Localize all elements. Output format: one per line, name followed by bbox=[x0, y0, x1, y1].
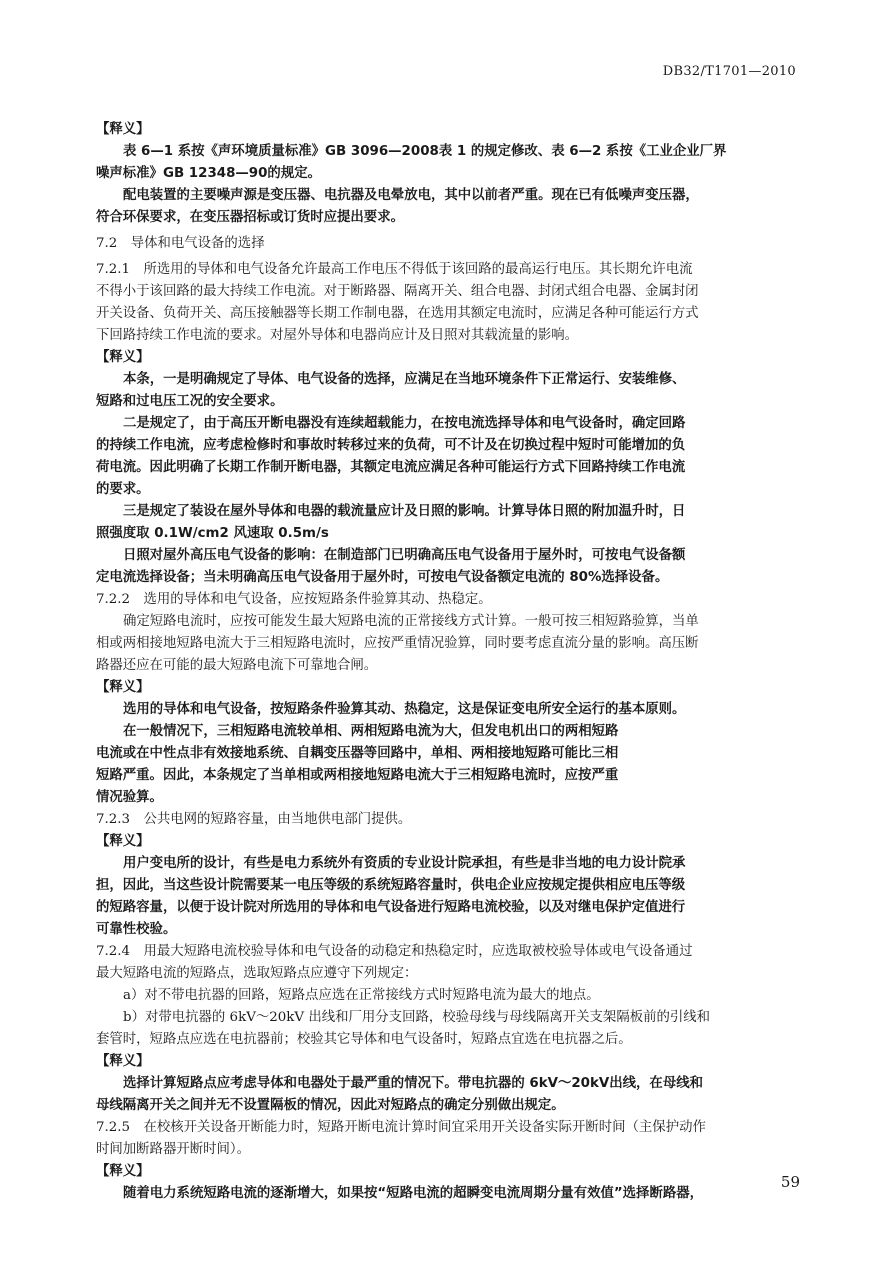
text-line: 短路和过电压工况的安全要求。 bbox=[96, 394, 284, 409]
text-line: 本条，一是明确规定了导体、电气设备的选择，应满足在当地环境条件下正常运行、安装维修、 bbox=[123, 372, 686, 387]
text-line: 照强度取 0.1W/cm2 风速取 0.5m/s bbox=[96, 526, 329, 541]
page-number: 59 bbox=[780, 1173, 800, 1191]
annotation-label: 【释义】 bbox=[96, 834, 150, 849]
text-line: 开关设备、负荷开关、高压接触器等长期工作制电器，在选用其额定电流时，应满足各种可能运行方式 bbox=[96, 306, 699, 321]
text-line: 三是规定了装设在屋外导体和电器的载流量应计及日照的影响。计算导体日照的附加温升时，日 bbox=[123, 504, 686, 519]
text-line: 噪声标准》GB 12348—90的规定。 bbox=[96, 166, 321, 181]
text-line: 表 6—1 系按《声环境质量标准》GB 3096—2008表 1 的规定修改、表 6—2 系按《工业企业厂界 bbox=[123, 144, 727, 159]
text-line: 确定短路电流时，应按可能发生最大短路电流的正常接线方式计算。一般可按三相短路验算，当单 bbox=[123, 614, 699, 629]
text-line: 最大短路电流的短路点，选取短路点应遵守下列规定： bbox=[96, 966, 418, 981]
text-line: 7.2.2 选用的导体和电气设备，应按短路条件验算其动、热稳定。 bbox=[96, 592, 492, 607]
text-line: b）对带电抗器的 6kV～20kV 出线和厂用分支回路，校验母线与母线隔离开关支架隔板前的引线和 bbox=[123, 1010, 711, 1025]
annotation-label: 【释义】 bbox=[96, 350, 150, 365]
text-line: 情况验算。 bbox=[96, 790, 163, 805]
text-line: 的短路容量，以便于设计院对所选用的导体和电气设备进行短路电流校验，以及对继电保护定值进行 bbox=[96, 900, 686, 915]
text-line: 下回路持续工作电流的要求。对屋外导体和电器尚应计及日照对其载流量的影响。 bbox=[96, 328, 579, 343]
text-line: 套管时，短路点应选在电抗器前；校验其它导体和电气设备时，短路点宜选在电抗器之后。 bbox=[96, 1032, 632, 1047]
text-line: 定电流选择设备；当未明确高压电气设备用于屋外时，可按电气设备额定电流的 80%选择设备。 bbox=[96, 570, 669, 585]
text-line: 选用的导体和电气设备，按短路条件验算其动、热稳定，这是保证变电所安全运行的基本原则。 bbox=[123, 702, 686, 717]
annotation-label: 【释义】 bbox=[96, 1164, 150, 1179]
annotation-label: 【释义】 bbox=[96, 122, 150, 137]
text-line: 电流或在中性点非有效接地系统、自耦变压器等回路中，单相、两相接地短路可能比三相 bbox=[96, 746, 619, 761]
text-line: 路器还应在可能的最大短路电流下可靠地合闸。 bbox=[96, 658, 378, 673]
text-line: 的要求。 bbox=[96, 482, 150, 497]
text-line: 7.2.1 所选用的导体和电气设备允许最高工作电压不得低于该回路的最高运行电压。其长期允许电流 bbox=[96, 262, 693, 277]
text-line: 不得小于该回路的最大持续工作电流。对于断路器、隔离开关、组合电器、封闭式组合电器、金属封闭 bbox=[96, 284, 699, 299]
text-line: 可靠性校验。 bbox=[96, 922, 177, 937]
text-line: 相或两相接地短路电流大于三相短路电流时，应按严重情况验算，同时要考虑直流分量的影响。高压断 bbox=[96, 636, 699, 651]
annotation-label: 【释义】 bbox=[96, 680, 150, 695]
text-line: 配电装置的主要噪声源是变压器、电抗器及电晕放电，其中以前者严重。现在已有低噪声变压器， bbox=[123, 188, 699, 203]
document-code: DB32/T1701—2010 bbox=[662, 64, 796, 79]
text-line: 母线隔离开关之间并无不设置隔板的情况，因此对短路点的确定分别做出规定。 bbox=[96, 1098, 565, 1113]
section-heading: 7.2 导体和电气设备的选择 bbox=[96, 236, 265, 251]
text-line: 选择计算短路点应考虑导体和电器处于最严重的情况下。带电抗器的 6kV～20kV出线，在母线和 bbox=[123, 1076, 703, 1091]
text-line: 二是规定了，由于高压开断电器没有连续超载能力，在按电流选择导体和电气设备时，确定回路 bbox=[123, 416, 686, 431]
text-line: 随着电力系统短路电流的逐渐增大，如果按“短路电流的超瞬变电流周期分量有效值”选择断路器， bbox=[123, 1186, 704, 1201]
text-line: 7.2.3 公共电网的短路容量，由当地供电部门提供。 bbox=[96, 812, 412, 827]
text-line: 日照对屋外高压电气设备的影响：在制造部门已明确高压电气设备用于屋外时，可按电气设备额 bbox=[123, 548, 686, 563]
annotation-label: 【释义】 bbox=[96, 1054, 150, 1069]
text-line: 在一般情况下，三相短路电流较单相、两相短路电流为大，但发电机出口的两相短路 bbox=[123, 724, 619, 739]
text-line: 担，因此，当这些设计院需要某一电压等级的系统短路容量时，供电企业应按规定提供相应电压等级 bbox=[96, 878, 686, 893]
text-line: 时间加断路器开断时间）。 bbox=[96, 1142, 250, 1157]
text-line: 7.2.4 用最大短路电流校验导体和电气设备的动稳定和热稳定时，应选取被校验导体或电气设备通过 bbox=[96, 944, 693, 959]
text-line: 的持续工作电流，应考虑检修时和事故时转移过来的负荷，可不计及在切换过程中短时可能增加的负 bbox=[96, 438, 686, 453]
text-line: 短路严重。因此，本条规定了当单相或两相接地短路电流大于三相短路电流时，应按严重 bbox=[96, 768, 619, 783]
page-body bbox=[96, 119, 798, 1205]
text-line: 用户变电所的设计，有些是电力系统外有资质的专业设计院承担，有些是非当地的电力设计院承 bbox=[123, 856, 686, 871]
text-line: 荷电流。因此明确了长期工作制开断电器，其额定电流应满足各种可能运行方式下回路持续工作电流 bbox=[96, 460, 686, 475]
text-line: a）对不带电抗器的回路，短路点应选在正常接线方式时短路电流为最大的地点。 bbox=[123, 988, 600, 1003]
text-line: 7.2.5 在校核开关设备开断能力时，短路开断电流计算时间宜采用开关设备实际开断时间（主保护动作 bbox=[96, 1120, 706, 1135]
text-line: 符合环保要求，在变压器招标或订货时应提出要求。 bbox=[96, 210, 404, 225]
